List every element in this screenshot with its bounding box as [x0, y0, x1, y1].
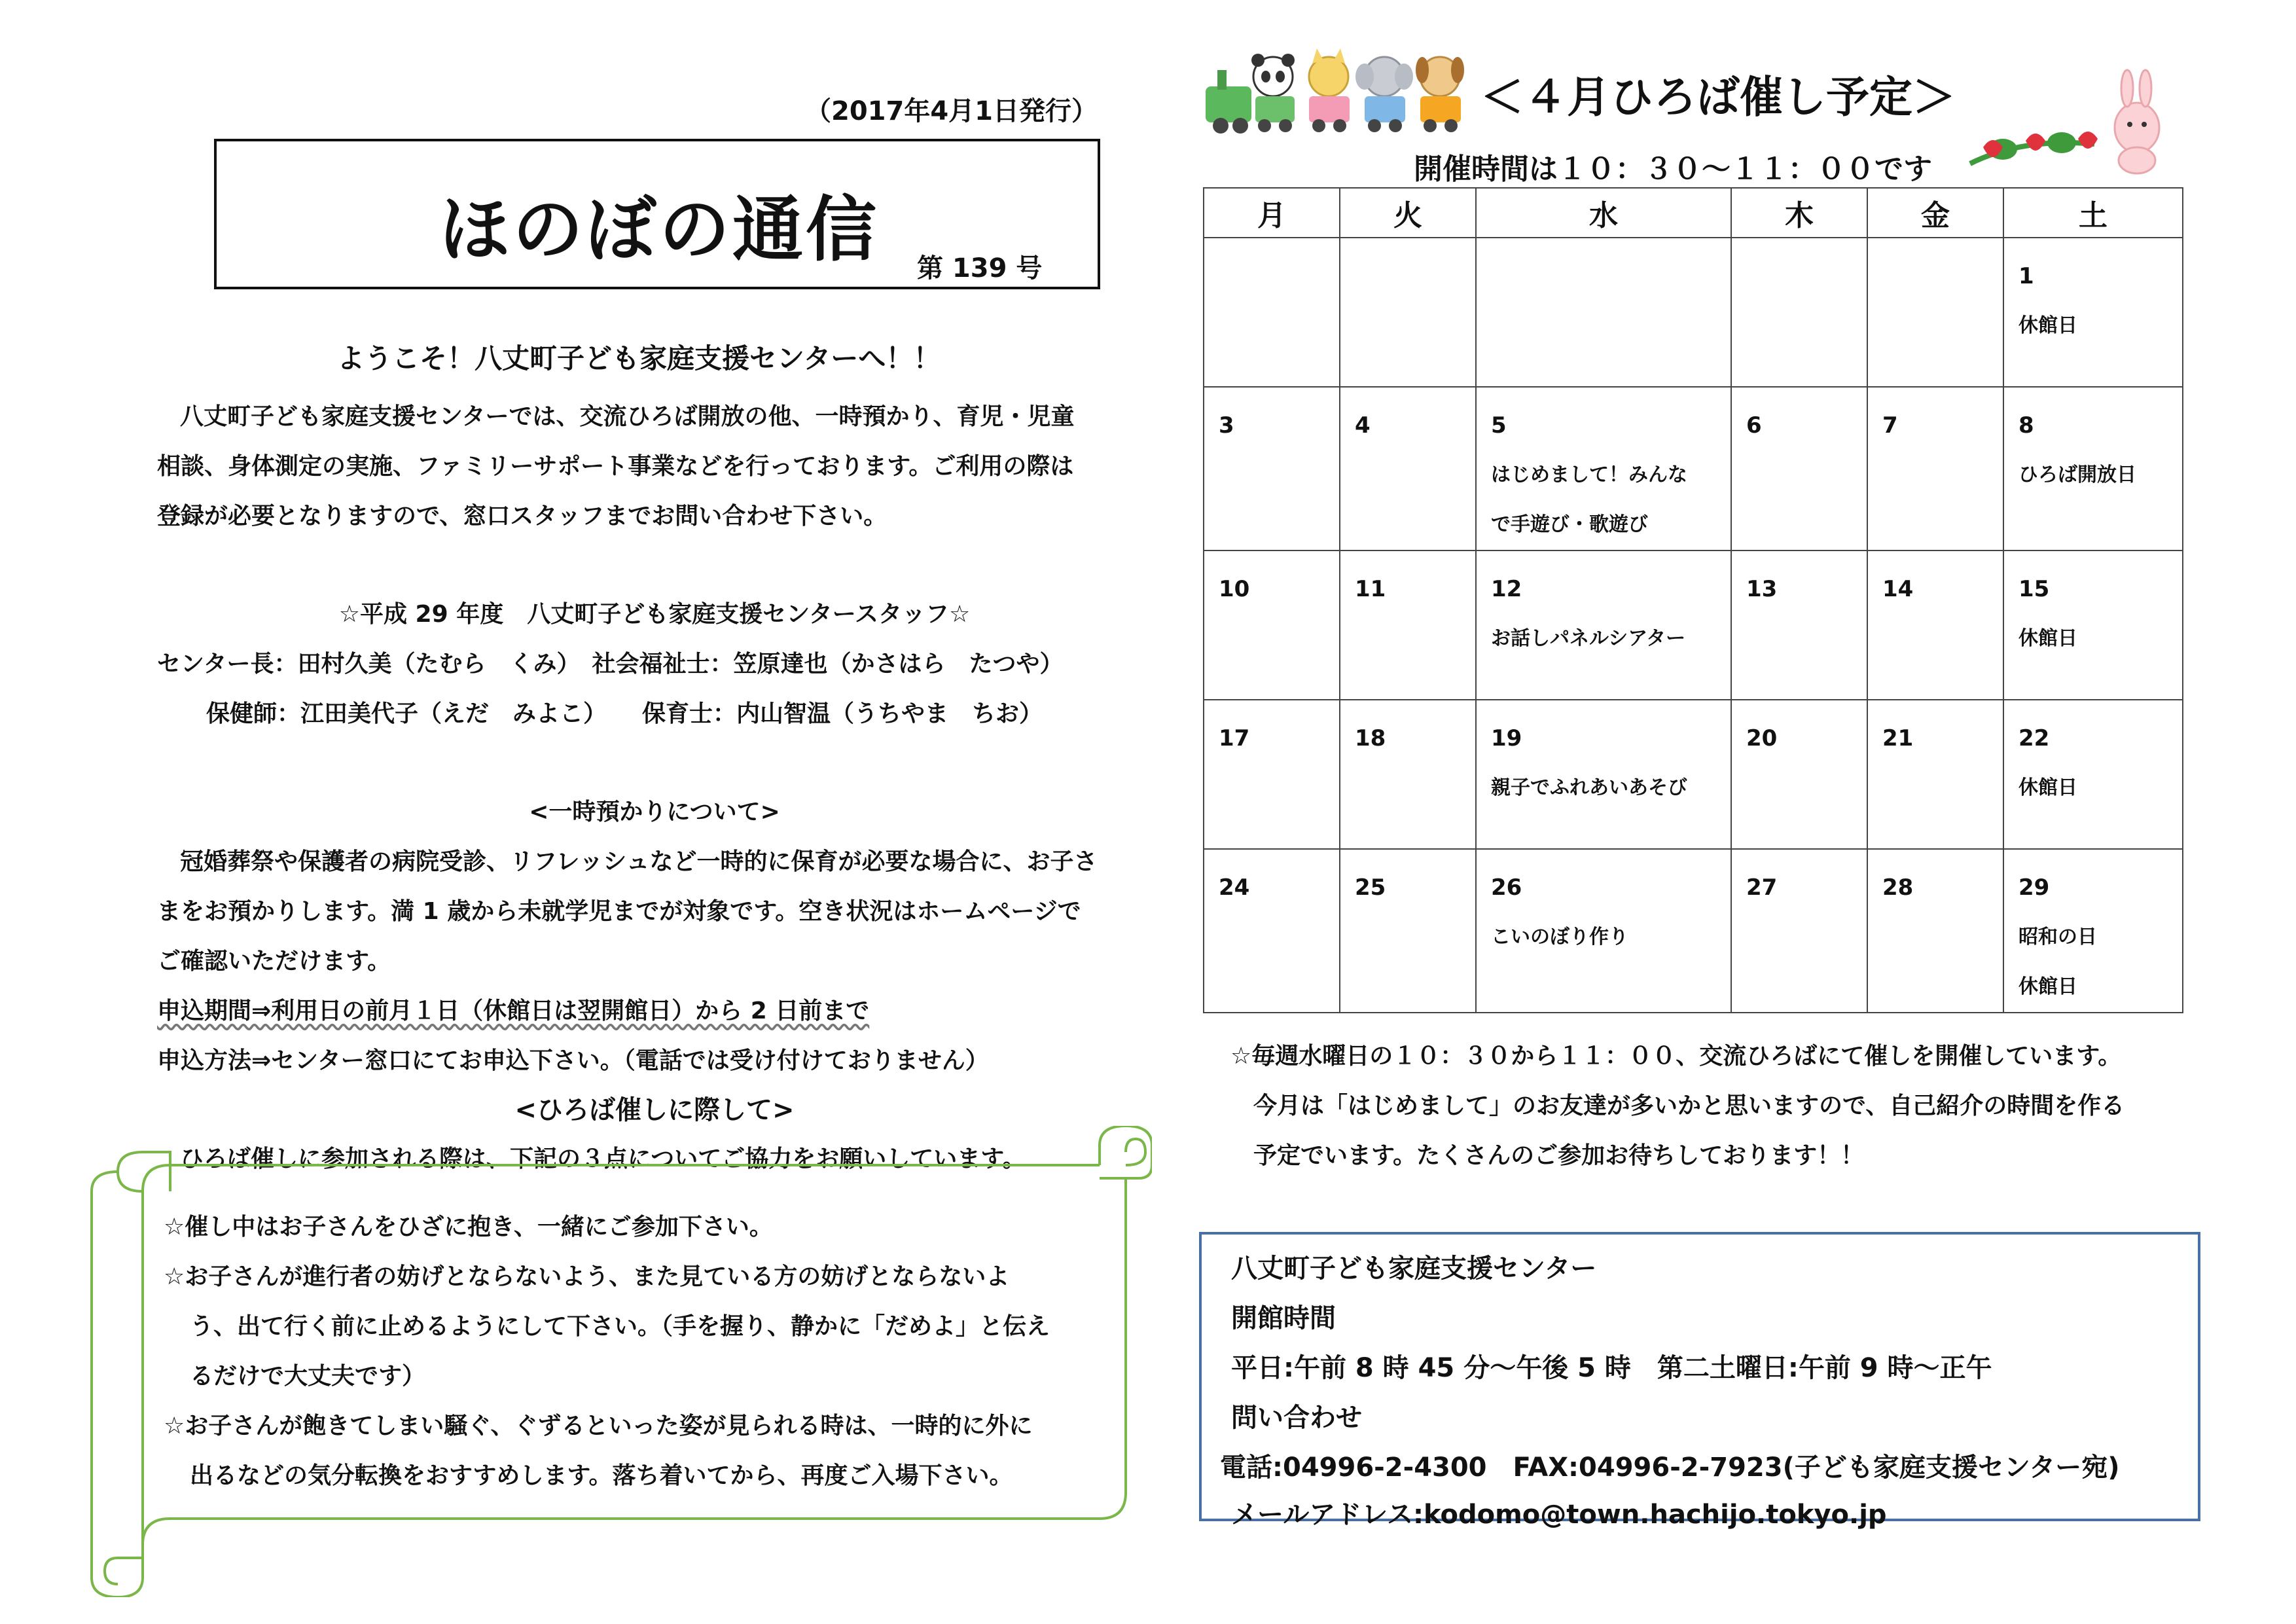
calendar-day-cell: [2003, 387, 2183, 550]
day-number: 22: [2018, 725, 2050, 751]
calendar-day-cell: [1340, 238, 1476, 387]
calendar-day-cell: [1340, 700, 1476, 849]
staff-line: センター長：田村久美（たむら くみ） 社会福祉士：笠原達也（かさはら たつや）: [157, 651, 1064, 677]
calendar-day-cell: [1731, 387, 1867, 550]
calendar-day-cell: [1867, 238, 2003, 387]
day-number: 5: [1491, 412, 1507, 439]
calendar-day-content: [1732, 238, 1867, 251]
calendar-day-cell: [1867, 849, 2003, 1013]
calendar-day-content: [1477, 238, 1731, 251]
event-label: はじめまして！みんな: [1491, 463, 1687, 486]
email-address[interactable]: メールアドレス:kodomo@town.hachijo.tokyo.jp: [1231, 1500, 1887, 1530]
day-number: 7: [1882, 412, 1898, 439]
calendar-day-cell: [1204, 700, 1340, 849]
calendar-day-cell: [1340, 387, 1476, 550]
event-label: 休館日: [2018, 776, 2077, 799]
calendar-day-content: [1340, 238, 1475, 251]
calendar-day-content: [1204, 700, 1339, 763]
day-number: 1: [2018, 263, 2034, 289]
day-header: 月: [1204, 188, 1340, 238]
calendar-day-content: [1868, 238, 2003, 251]
calendar-day-content: [1204, 238, 1339, 251]
day-number: 10: [1219, 576, 1250, 602]
hiroba-rule: う、出て行く前に止めるようにして下さい。（手を握り、静かに「だめよ」と伝え: [190, 1313, 1050, 1340]
calendar-day-content: [1732, 551, 1867, 614]
day-number: 20: [1746, 725, 1778, 751]
day-number: 17: [1219, 725, 1250, 751]
note-line: ☆毎週水曜日の１０：３０から１１：００、交流ひろばにて催しを開催しています。: [1230, 1043, 2122, 1070]
day-number: 19: [1491, 725, 1522, 751]
phone-fax: 電話:04996-2-4300 FAX:04996-2-7923(子ども家庭支援センター宛): [1220, 1453, 2120, 1483]
event-label: 休館日: [2018, 627, 2077, 650]
calendar-header-row: [1204, 188, 2183, 238]
calendar-day-cell: [1204, 550, 1340, 700]
day-header: 金: [1867, 188, 2003, 238]
calendar-day-content: [1477, 551, 1731, 664]
animal-train-icon: [1204, 41, 1479, 139]
event-label: 昭和の日: [2018, 926, 2097, 948]
day-number: 8: [2018, 412, 2034, 439]
calendar-day-content: [1204, 551, 1339, 614]
staff-heading: ☆平成 29 年度 八丈町子ども家庭支援センタースタッフ☆: [338, 601, 971, 628]
day-header: 水: [1476, 188, 1731, 238]
issue-date: （2017年4月1日発行）: [805, 96, 1098, 126]
calendar-day-content: [1732, 388, 1867, 450]
day-number: 6: [1746, 412, 1762, 439]
day-number: 28: [1882, 875, 1914, 901]
intro-line: 八丈町子ども家庭支援センターでは、交流ひろば開放の他、一時預かり、育児・児童: [180, 403, 1075, 430]
calendar-week-row: [1204, 849, 2183, 1013]
day-number: 18: [1355, 725, 1386, 751]
calendar-day-cell: [2003, 849, 2183, 1013]
strawberry-rabbit-icon: [1964, 65, 2173, 177]
opening-hours: 平日:午前 8 時 45 分～午後 5 時 第二土曜日:午前 9 時～正午: [1231, 1353, 1992, 1383]
calendar-day-content: [1340, 700, 1475, 763]
calendar-day-content: [1340, 850, 1475, 912]
hiroba-intro: ひろば催しに参加される際は、下記の３点についてご協力をお願いしています。: [180, 1146, 1026, 1172]
day-number: 21: [1882, 725, 1914, 751]
calendar-day-cell: [1731, 238, 1867, 387]
calendar-day-cell: [1476, 550, 1731, 700]
intro-line: 登録が必要となりますので、窓口スタッフまでお問い合わせ下さい。: [157, 503, 888, 530]
calendar-day-cell: [1204, 849, 1340, 1013]
calendar-day-content: [1340, 388, 1475, 450]
hours-label: 開館時間: [1231, 1303, 1336, 1333]
calendar-time: 開催時間は１０：３０～１１：００です: [1414, 153, 1932, 186]
calendar-day-cell: [2003, 238, 2183, 387]
calendar-day-content: [1204, 388, 1339, 450]
event-label: 休館日: [2018, 975, 2077, 998]
event-label: こいのぼり作り: [1491, 926, 1628, 948]
day-number: 3: [1219, 412, 1234, 439]
calendar-day-content: [1340, 551, 1475, 614]
calendar-day-cell: [1731, 849, 1867, 1013]
calendar-day-content: [1477, 850, 1731, 962]
note-line: 予定でいます。たくさんのご参加お待ちしております！！: [1253, 1142, 1865, 1169]
event-label: お話しパネルシアター: [1491, 627, 1686, 650]
day-number: 26: [1491, 875, 1522, 901]
calendar-day-content: [2004, 850, 2182, 1012]
day-number: 27: [1746, 875, 1778, 901]
day-number: 25: [1355, 875, 1386, 901]
staff-line: 保健師：江田美代子（えだ みよこ） 保育士：内山智温（うちやま ちお）: [206, 700, 1043, 727]
event-label: 親子でふれあいあそび: [1491, 776, 1687, 799]
calendar-week-row: [1204, 550, 2183, 700]
calendar-day-cell: [1476, 700, 1731, 849]
day-number: 13: [1746, 576, 1778, 602]
day-header: 土: [2003, 188, 2183, 238]
calendar-day-content: [1868, 551, 2003, 614]
calendar-day-content: [1204, 850, 1339, 912]
calendar-day-content: [1477, 700, 1731, 813]
event-label: で手遊び・歌遊び: [1491, 513, 1648, 536]
center-name: 八丈町子ども家庭支援センター: [1231, 1254, 1597, 1284]
calendar-day-cell: [1476, 238, 1731, 387]
day-number: 11: [1355, 576, 1386, 602]
contact-info-box: [1199, 1232, 2200, 1530]
calendar-week-row: [1204, 238, 2183, 387]
calendar-day-cell: [1476, 849, 1731, 1013]
calendar-day-cell: [2003, 700, 2183, 849]
day-number: 15: [2018, 576, 2050, 602]
hiroba-rule: るだけで大丈夫です）: [190, 1363, 426, 1390]
welcome-heading: ようこそ！八丈町子ども家庭支援センターへ！！: [337, 342, 941, 374]
temp-care-line: ご確認いただけます。: [157, 948, 391, 975]
hiroba-rule: ☆お子さんが進行者の妨げとならないよう、また見ている方の妨げとならないよ: [164, 1263, 1010, 1290]
calendar-title: ＜４月ひろば催し予定＞: [1480, 72, 1956, 122]
intro-line: 相談、身体測定の実施、ファミリーサポート事業などを行っております。ご利用の際は: [157, 453, 1074, 480]
issue-number: 第 139 号: [917, 253, 1043, 283]
calendar-week-row: [1204, 387, 2183, 550]
day-number: 29: [2018, 875, 2050, 901]
day-number: 24: [1219, 875, 1250, 901]
event-label: ひろば開放日: [2018, 463, 2136, 486]
event-calendar: [1203, 187, 2183, 1013]
calendar-day-content: [1732, 850, 1867, 912]
calendar-day-cell: [1340, 550, 1476, 700]
temp-care-heading: <一時預かりについて>: [529, 799, 780, 825]
calendar-day-cell: [1731, 550, 1867, 700]
day-header: 木: [1731, 188, 1867, 238]
calendar-day-cell: [1731, 700, 1867, 849]
apply-period: 申込期間⇒利用日の前月１日（休館日は翌開館日）から 2 日前まで: [157, 998, 870, 1024]
calendar-day-content: [2004, 238, 2182, 351]
newsletter-title: ほのぼの通信: [439, 189, 880, 271]
calendar-day-cell: [1476, 387, 1731, 550]
calendar-day-cell: [1867, 550, 2003, 700]
temp-care-line: 冠婚葬祭や保護者の病院受診、リフレッシュなど一時的に保育が必要な場合に、お子さ: [180, 848, 1098, 875]
hiroba-rule: ☆催し中はお子さんをひざに抱き、一緒にご参加下さい。: [164, 1214, 773, 1240]
day-number: 4: [1355, 412, 1371, 439]
event-label: 休館日: [2018, 314, 2077, 337]
calendar-day-cell: [1867, 387, 2003, 550]
calendar-day-cell: [1204, 238, 1340, 387]
calendar-day-cell: [1204, 387, 1340, 550]
calendar-day-content: [1477, 388, 1731, 550]
hiroba-rule: 出るなどの気分転換をおすすめします。落ち着いてから、再度ご入場下さい。: [190, 1462, 1013, 1489]
hiroba-heading: <ひろば催しに際して>: [514, 1095, 795, 1125]
calendar-day-content: [1868, 850, 2003, 912]
note-line: 今月は「はじめまして」のお友達が多いかと思いますので、自己紹介の時間を作る: [1253, 1092, 2125, 1119]
contact-label: 問い合わせ: [1231, 1403, 1362, 1433]
calendar-day-content: [2004, 388, 2182, 500]
hiroba-rule: ☆お子さんが飽きてしまい騒ぐ、ぐずるといった姿が見られる時は、一時的に外に: [164, 1413, 1033, 1439]
calendar-day-content: [2004, 551, 2182, 664]
temp-care-line: まをお預かりします。満 1 歳から未就学児までが対象です。空き状況はホームページで: [157, 898, 1081, 925]
calendar-day-content: [1868, 700, 2003, 763]
calendar-day-content: [2004, 700, 2182, 813]
calendar-day-cell: [2003, 550, 2183, 700]
calendar-day-content: [1732, 700, 1867, 763]
calendar-day-cell: [1867, 700, 2003, 849]
calendar-day-content: [1868, 388, 2003, 450]
title-box: [214, 139, 1100, 289]
apply-method: 申込方法⇒センター窓口にてお申込下さい。（電話では受け付けておりません）: [157, 1047, 989, 1074]
day-number: 14: [1882, 576, 1914, 602]
calendar-week-row: [1204, 700, 2183, 849]
calendar-day-cell: [1340, 849, 1476, 1013]
day-header: 火: [1340, 188, 1476, 238]
day-number: 12: [1491, 576, 1522, 602]
